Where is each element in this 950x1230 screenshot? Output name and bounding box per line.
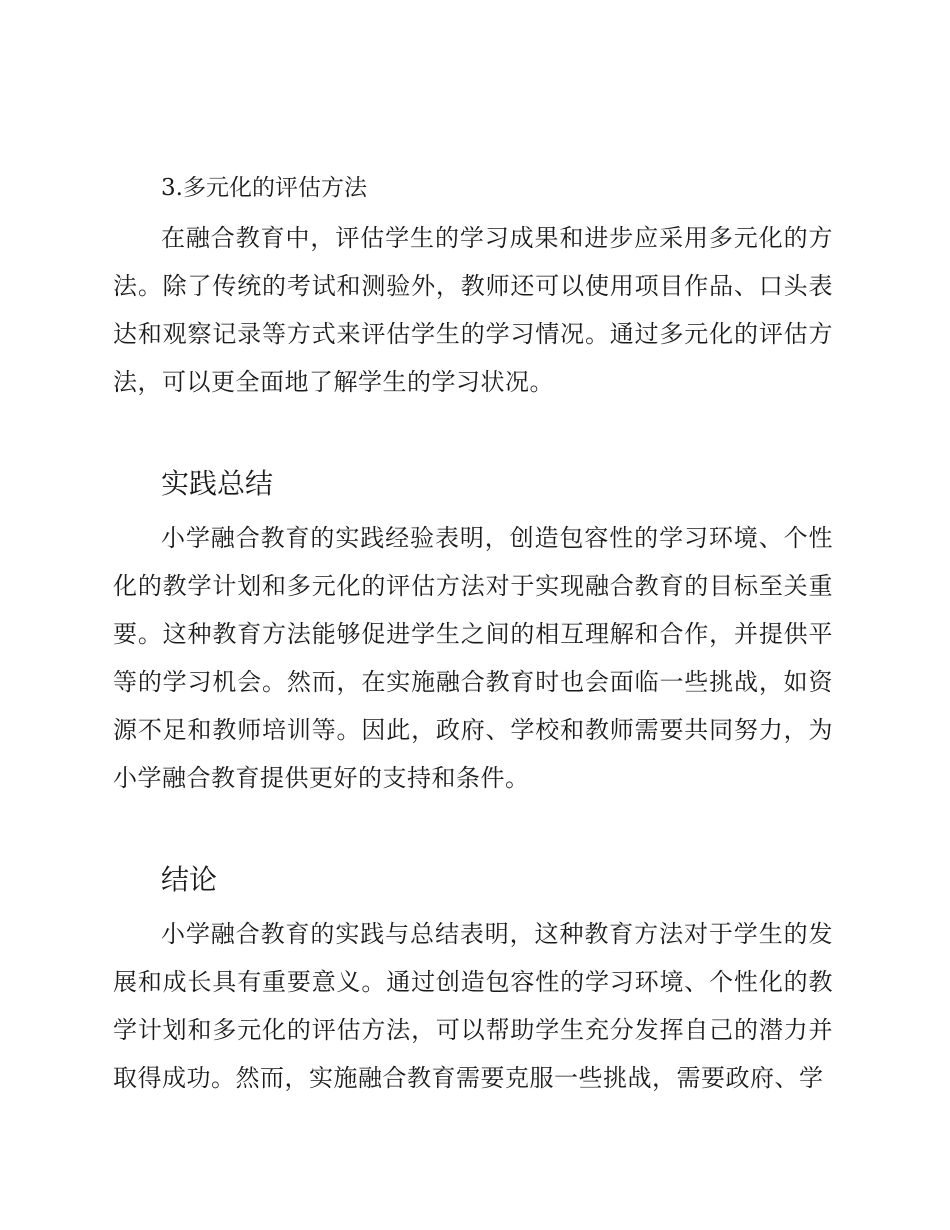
document-page xyxy=(113,168,833,1102)
heading-conclusion: 结论 xyxy=(161,863,218,896)
heading-practice-summary: 实践总结 xyxy=(161,467,274,500)
paragraph-practice-summary: 小学融合教育的实践经验表明，创造包容性的学习环境、个性化的教学计划和多元化的评估方法对于实现融合教育的目标至关重要。这种教育方法能够促进学生之间的相互理解和合作，并提供平等的学习机会。然而，在实施融合教育时也会面临一些挑战，如资源不足和教师培训等。因此，政府、学校和教师需要共同努力，为小学融合教育提供更好的支持和条件。 xyxy=(113,524,833,792)
paragraph-evaluation-methods: 在融合教育中，评估学生的学习成果和进步应采用多元化的方法。除了传统的考试和测验外，教师还可以使用项目作品、口头表达和观察记录等方式来评估学生的学习情况。通过多元化的评估方法，可以更全面地了解学生的学习状况。 xyxy=(113,224,833,396)
paragraph-conclusion: 小学融合教育的实践与总结表明，这种教育方法对于学生的发展和成长具有重要意义。通过创造包容性的学习环境、个性化的教学计划和多元化的评估方法，可以帮助学生充分发挥自己的潜力并取得成功。然而，实施融合教育需要克服一些挑战，需要政府、学 xyxy=(113,920,833,1092)
subheading-evaluation-methods: 3.多元化的评估方法 xyxy=(161,175,367,201)
